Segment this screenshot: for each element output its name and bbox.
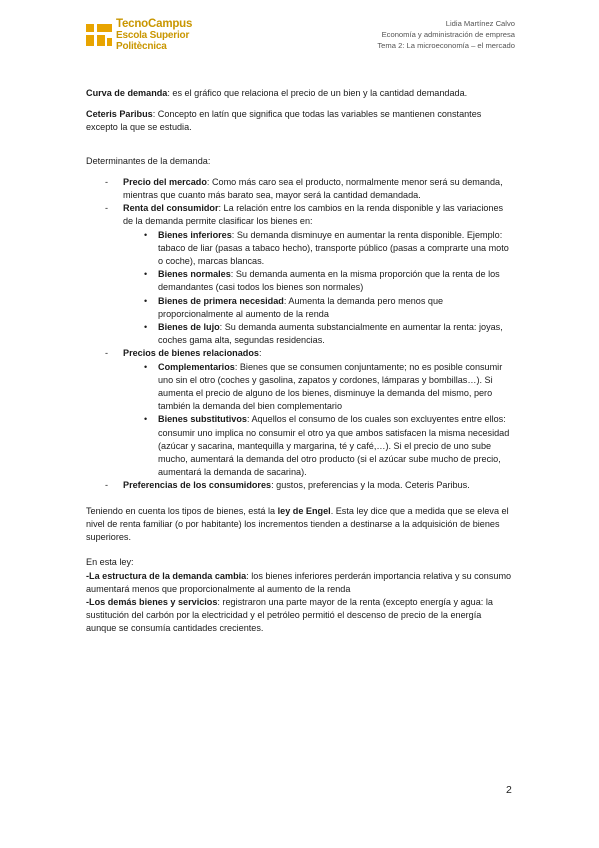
term: Complementarios	[158, 361, 235, 372]
in-law-estructura	[86, 570, 514, 596]
term: Bienes de lujo	[158, 322, 220, 333]
list-item-complementarios	[158, 361, 514, 414]
list-item-relacionados	[86, 347, 514, 479]
term: Bienes inferiores	[158, 229, 232, 240]
course-name: Economía y administración de empresa	[381, 30, 515, 39]
term: -Los demás bienes y servicios	[86, 596, 218, 607]
brand-line-3: Politècnica	[116, 41, 167, 52]
relacionados-sublist	[123, 361, 514, 480]
term: -La estructura de la demanda cambia	[86, 570, 247, 581]
renta-sublist	[123, 229, 514, 348]
brand-line-2: Escola Superior	[116, 30, 190, 41]
list-item-lujo	[158, 321, 514, 347]
text: Teniendo en cuenta los tipos de bienes, está la	[86, 505, 278, 516]
determinants-intro: Determinantes de la demanda:	[86, 155, 211, 166]
page-number: 2	[506, 784, 512, 796]
text: : Su demanda disminuye en aumentar la renta disponible. Ejemplo: tabaco de liar (pasas a tabaco hecho), transporte público (pasas a comprarte una moto o coche), marcas blancas.	[158, 229, 509, 267]
list-item-precio	[86, 176, 514, 202]
text: : Bienes que se consumen conjuntamente; no es posible consumir uno sin el otro (coches y gasolina, zapatos y cordones, lámparas y bombillas…). Si aumenta el precio de alguno de los bienes, disminuye la demanda del mismo, pero también la demanda del bien complementario	[158, 361, 503, 412]
topic-name: Tema 2: La microeconomía – el mercado	[377, 41, 515, 50]
term: Ceteris Paribus	[86, 109, 153, 120]
determinants-list	[86, 176, 514, 493]
tecnocampus-logo-icon	[86, 24, 112, 46]
term: Precio del mercado	[123, 176, 207, 187]
term: Bienes substitutivos	[158, 414, 247, 425]
page-header	[0, 0, 599, 78]
text: : es el gráfico que relaciona el precio de un bien y la cantidad demandada.	[167, 88, 468, 98]
list-item-substitutivos	[158, 413, 514, 479]
text: : Su demanda aumenta en la misma proporción que la renta de los demandantes (casi todos los bienes son normales)	[158, 269, 500, 293]
document-body	[86, 87, 514, 636]
text: . Esta ley dice que a medida que se eleva el nivel de renta familiar (o por habitante) los incrementos tienden a destinarse a la adquisición de bienes superiores.	[86, 505, 509, 543]
term: Bienes de primera necesidad	[158, 295, 284, 306]
in-law-intro: En esta ley:	[86, 557, 134, 568]
engel-paragraph	[86, 505, 514, 545]
author-name: Lidia Martínez Calvo	[445, 19, 515, 28]
term: Renta del consumidor	[123, 203, 219, 214]
list-item-inferiores	[158, 229, 514, 269]
term: Curva de demanda	[86, 88, 168, 98]
text: : Aumenta la demanda pero menos que proporcionalmente al aumento de la renda	[158, 295, 444, 319]
text: : Su demanda aumenta substancialmente en aumentar la renta: joyas, coches gama alta, segundas residencias.	[158, 322, 503, 346]
list-item-renta	[86, 202, 514, 347]
list-item-primera	[158, 295, 514, 321]
text: : Concepto en latín que significa que todas las variables se mantienen constantes excepto la que se estudia.	[86, 109, 482, 133]
text: :	[258, 348, 262, 359]
in-law-demas	[86, 596, 514, 636]
text: : La relación entre los cambios en la renda disponible y las variaciones de la demanda permite clasificar los bienes en:	[123, 203, 504, 227]
text: : Como más caro sea el producto, normalmente menor será su demanda, mientras que cuanto más barato sea, mayor será la cantidad demandada.	[123, 176, 503, 201]
list-item-preferencias	[86, 479, 514, 492]
term: ley de Engel	[277, 505, 331, 516]
text: : los bienes inferiores perderán importancia relativa y su consumo aumentará menos que proporcionalmente al aumento de la renda	[86, 570, 512, 594]
brand-line-1: TecnoCampus	[116, 18, 193, 30]
definition-ceteris	[86, 108, 514, 134]
brand-name	[116, 19, 192, 52]
term: Preferencias de los consumidores	[123, 480, 272, 491]
header-info	[377, 18, 515, 51]
term: Precios de bienes relacionados	[123, 348, 259, 359]
list-item-normales	[158, 268, 514, 294]
text: : registraron una parte mayor de la renta (excepto energía y agua: la sustitución del carbón por la electricidad y el petróleo permitió el descenso de precio de la energía aunque se consumía cantidades crecientes.	[86, 596, 493, 634]
text: : gustos, preferencias y la moda. Ceteris Paribus.	[271, 480, 470, 491]
term: Bienes normales	[158, 269, 231, 280]
definition-curva	[86, 87, 514, 100]
text: : Aquellos el consumo de los cuales son excluyentes entre ellos: consumir uno implica no consumir el otro ya que ambos satisfacen la misma necesidad (azúcar y sacarina, mantequilla y margarina, té y café,…). Si el precio de uno sube mucho, aumentará la demanda del otro producto (si el azúcar sube mucho de precio, aumentará la demanda de sacarina).	[158, 414, 510, 478]
